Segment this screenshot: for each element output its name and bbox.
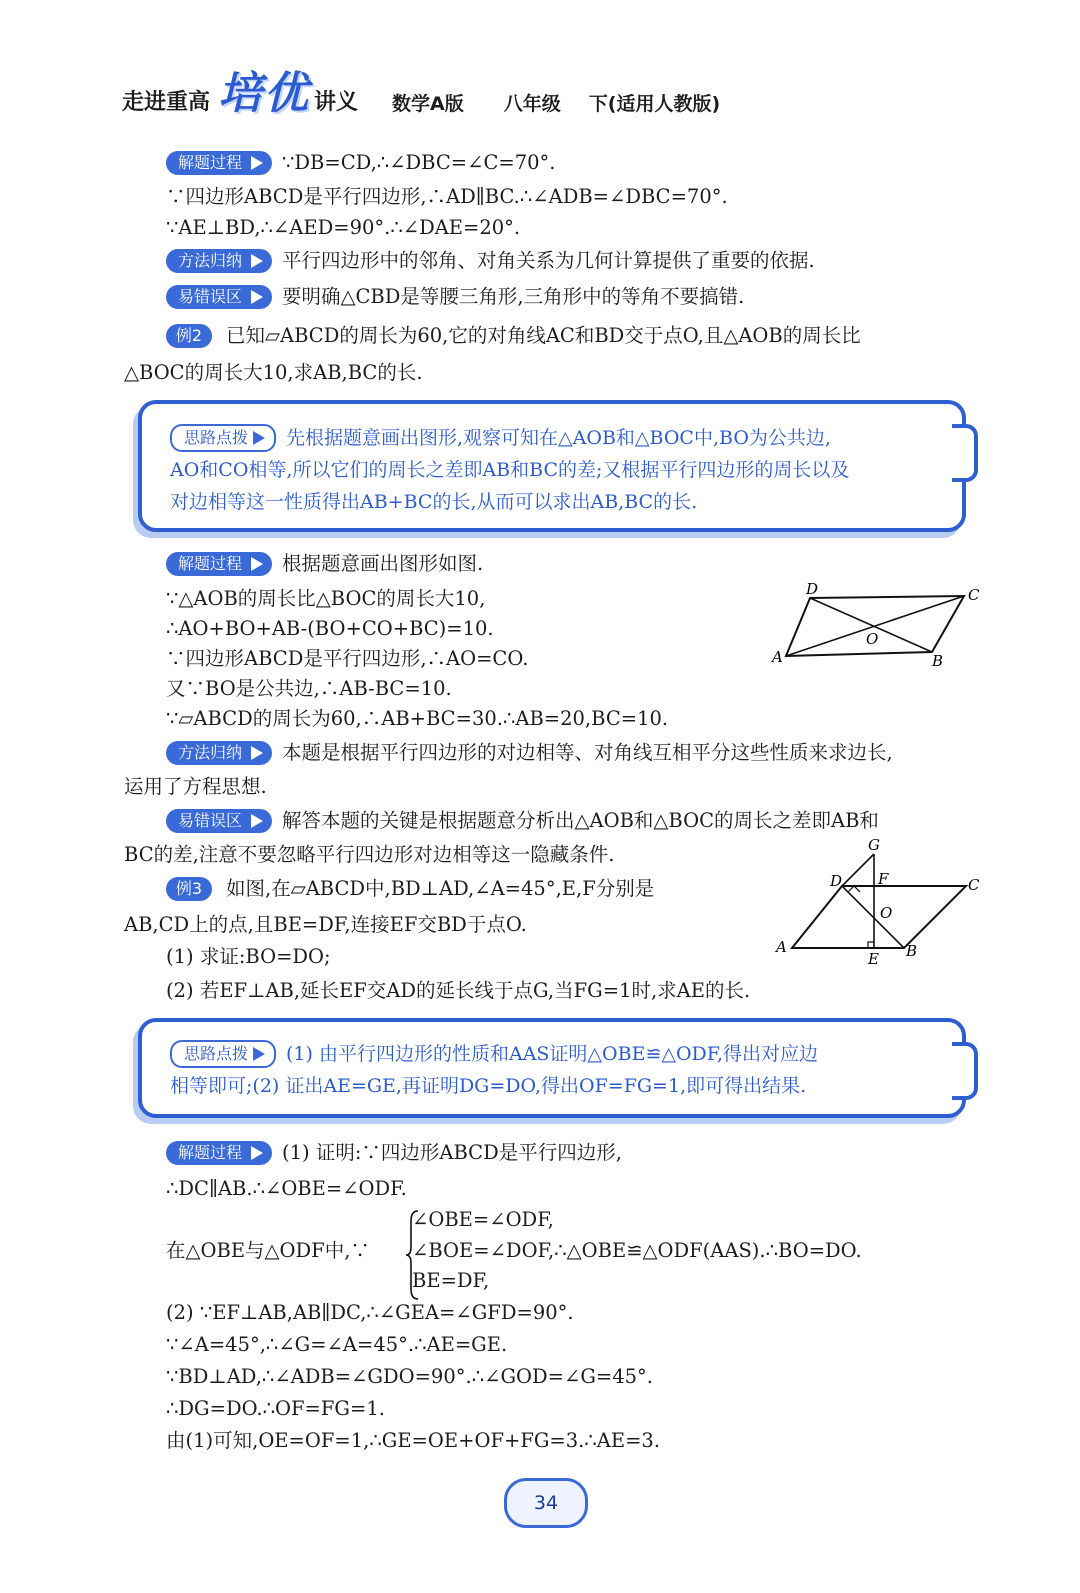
ex2-think-box — [138, 400, 966, 532]
method-tag: 方法归纳 — [166, 741, 272, 765]
ex2-think-line-3: 对边相等这一性质得出AB+BC的长,从而可以求出AB,BC的长. — [170, 491, 698, 513]
diagonal-bd — [842, 886, 904, 948]
ex2-parallelogram-figure — [770, 580, 990, 670]
label-b: B — [906, 942, 918, 960]
ex3-proof-text-1: (1) 证明:∵四边形ABCD是平行四边形, — [282, 1141, 622, 1164]
ex2-mistake-line-1 — [166, 808, 879, 834]
solve-tag: 解题过程 — [166, 1141, 272, 1165]
ex3-proof-line-8: 由(1)可知,OE=OF=1,∴GE=OE+OF+FG=3.∴AE=3. — [166, 1429, 661, 1452]
label-f: F — [878, 870, 889, 888]
think-tag: 思路点拨 — [170, 1040, 276, 1068]
box-clip-decoration — [952, 424, 978, 482]
ex2-solve-line-0 — [166, 551, 483, 577]
example-3-badge: 例3 — [166, 877, 212, 901]
parallelogram-abcd — [792, 886, 966, 948]
ex3-proof-line-4: (2) ∵EF⊥AB,AB∥DC,∴∠GEA=∠GFD=90°. — [166, 1301, 574, 1324]
ex3-question-line-1 — [166, 876, 654, 902]
ex3-question-line-4: (2) 若EF⊥AB,延长EF交AD的延长线于点G,当FG=1时,求AE的长. — [166, 979, 751, 1002]
ex2-think-text-1: 先根据题意画出图形,观察可知在△AOB和△BOC中,BO为公共边, — [286, 427, 831, 449]
page-number: 34 — [504, 1478, 588, 1528]
ex1-solve-line-2: ∵四边形ABCD是平行四边形,∴AD∥BC.∴∠ADB=∠DBC=70°. — [166, 185, 728, 208]
ex2-mistake-text-1: 解答本题的关键是根据题意分析出△AOB和△BOC的周长之差即AB和 — [282, 809, 879, 832]
ex1-solve-text-1: ∵DB=CD,∴∠DBC=∠C=70°. — [282, 151, 556, 174]
ex1-method — [166, 248, 815, 274]
ex3-proof-line-6: ∵BD⊥AD,∴∠ADB=∠GDO=90°.∴∠GOD=∠G=45°. — [166, 1365, 653, 1388]
ex2-question-line-1 — [166, 323, 861, 349]
ex3-proof-line-1 — [166, 1140, 622, 1166]
ex2-mistake-line-2: BC的差,注意不要忽略平行四边形对边相等这一隐藏条件. — [124, 843, 615, 866]
label-d: D — [806, 580, 819, 598]
ex2-method-line-2: 运用了方程思想. — [124, 775, 267, 798]
ex3-condition-3: BE=DF, — [412, 1269, 490, 1292]
ex2-solve-line-5: ∵▱ABCD的周长为60,∴AB+BC=30.∴AB=20,BC=10. — [166, 707, 669, 730]
ex2-solve-line-2: ∴AO+BO+AB-(BO+CO+BC)=10. — [166, 617, 494, 640]
label-c: C — [968, 876, 980, 894]
ex1-mistake — [166, 284, 744, 310]
ex2-solve-text-0: 根据题意画出图形如图. — [282, 552, 484, 575]
header-brand: 走进重高 — [122, 90, 211, 115]
label-o: O — [880, 904, 893, 922]
ex3-think-box — [138, 1018, 966, 1118]
ex3-condition-1: ∠OBE=∠ODF, — [412, 1208, 554, 1231]
ex2-solve-line-4: 又∵BO是公共边,∴AB-BC=10. — [166, 677, 452, 700]
header-series: 讲义 — [314, 90, 359, 115]
ex2-method-line-1 — [166, 740, 893, 766]
method-tag: 方法归纳 — [166, 249, 272, 273]
ex2-question-line-2: △BOC的周长大10,求AB,BC的长. — [124, 361, 423, 384]
ex2-solve-line-1: ∵△AOB的周长比△BOC的周长大10, — [166, 587, 486, 610]
ex3-think-line-2: 相等即可;(2) 证出AE=GE,再证明DG=DO,得出OF=FG=1,即可得出结果. — [170, 1075, 807, 1097]
ex1-solve-line-3: ∵AE⊥BD,∴∠AED=90°.∴∠DAE=20°. — [166, 216, 521, 239]
label-c: C — [968, 586, 980, 604]
mistake-tag: 易错误区 — [166, 809, 272, 833]
header-logo-text: 培优 — [218, 68, 311, 119]
ex3-proof-line-2: ∴DC∥AB.∴∠OBE=∠ODF. — [166, 1177, 407, 1200]
label-d: D — [830, 872, 843, 890]
ex3-question-text-1: 如图,在▱ABCD中,BD⊥AD,∠A=45°,E,F分别是 — [226, 877, 655, 900]
ex2-method-text-1: 本题是根据平行四边形的对边相等、对角线互相平分这些性质来求边长, — [282, 741, 893, 764]
ex2-think-line-2: AO和CO相等,所以它们的周长之差即AB和BC的差;又根据平行四边形的周长以及 — [170, 459, 850, 481]
ex2-question-text-1: 已知▱ABCD的周长为60,它的对角线AC和BD交于点O,且△AOB的周长比 — [226, 324, 861, 347]
ex1-method-text: 平行四边形中的邻角、对角关系为几何计算提供了重要的依据. — [282, 249, 815, 272]
header-grade: 八年级 — [503, 93, 561, 115]
solve-tag: 解题过程 — [166, 552, 272, 576]
header-subject: 数学A版 — [392, 93, 464, 115]
ex2-think-line-1 — [170, 422, 831, 454]
ex3-parallelogram-figure — [770, 838, 990, 968]
ex3-proof-line-7: ∴DG=DO.∴OF=FG=1. — [166, 1397, 385, 1420]
ad-extension — [842, 854, 874, 886]
header-edition: 下(适用人教版) — [588, 93, 721, 115]
label-g: G — [868, 838, 880, 854]
label-b: B — [932, 652, 944, 670]
label-e: E — [868, 950, 879, 968]
ex3-question-line-2: AB,CD上的点,且BE=DF,连接EF交BD于点O. — [124, 913, 527, 936]
box-clip-decoration — [952, 1042, 978, 1100]
mistake-tag: 易错误区 — [166, 285, 272, 309]
think-tag: 思路点拨 — [170, 424, 276, 452]
label-a: A — [776, 938, 787, 956]
label-a: A — [772, 648, 783, 666]
ex3-think-line-1 — [170, 1038, 818, 1070]
ex1-mistake-text: 要明确△CBD是等腰三角形,三角形中的等角不要搞错. — [282, 285, 745, 308]
ex3-condition-2: ∠BOE=∠DOF,∴△OBE≌△ODF(AAS).∴BO=DO. — [412, 1239, 862, 1262]
ex2-solve-line-3: ∵四边形ABCD是平行四边形,∴AO=CO. — [166, 647, 529, 670]
ex3-think-text-1: (1) 由平行四边形的性质和AAS证明△OBE≌△ODF,得出对应边 — [286, 1043, 819, 1065]
example-2-badge: 例2 — [166, 324, 212, 348]
solve-tag: 解题过程 — [166, 151, 272, 175]
ex3-proof-line-3: 在△OBE与△ODF中,∵ — [166, 1239, 370, 1262]
ex1-solve-line-1 — [166, 150, 555, 176]
ex3-proof-line-5: ∵∠A=45°,∴∠G=∠A=45°.∴AE=GE. — [166, 1333, 508, 1356]
label-o: O — [866, 630, 879, 648]
page-header — [122, 56, 721, 119]
ex3-question-line-3: (1) 求证:BO=DO; — [166, 945, 331, 968]
